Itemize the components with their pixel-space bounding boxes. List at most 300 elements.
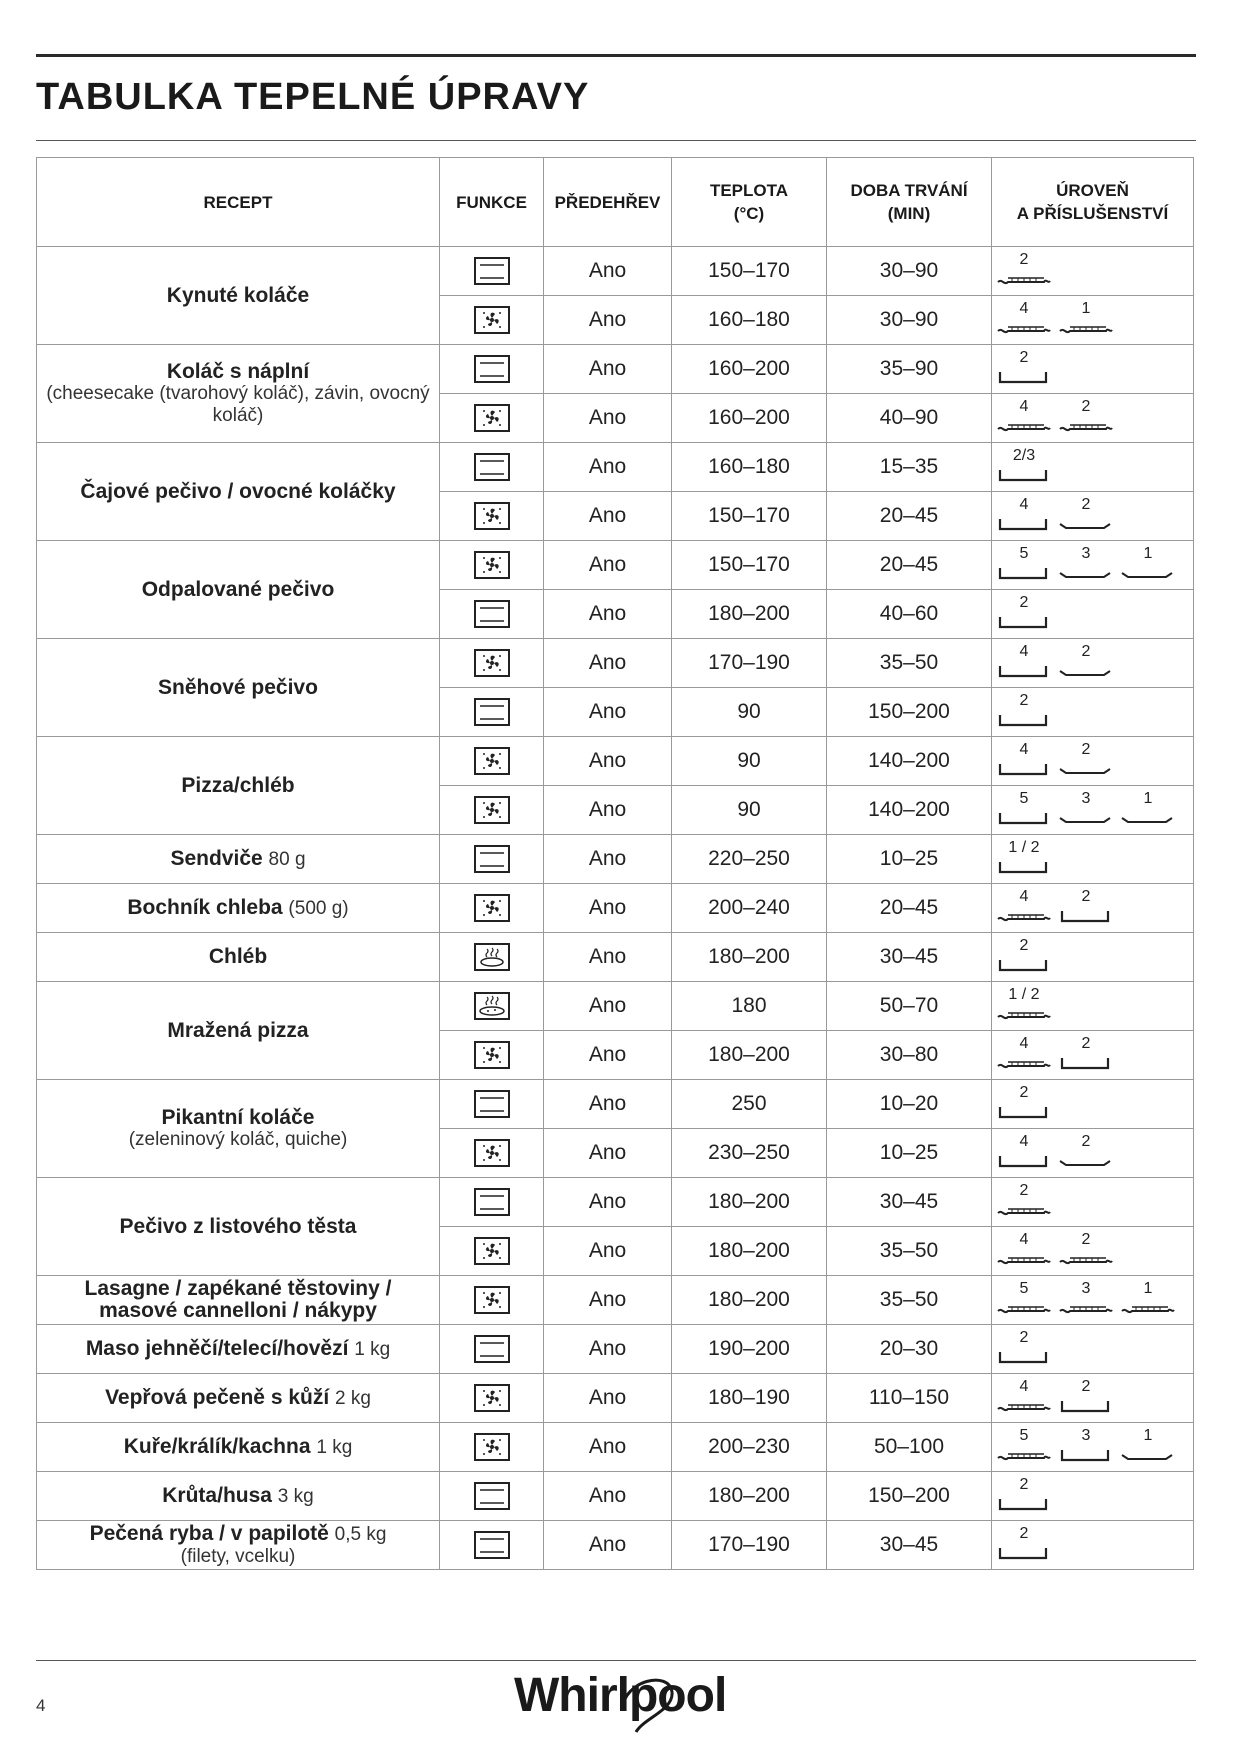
wire-rack-icon <box>996 564 1052 584</box>
level-group <box>992 1178 1193 1226</box>
fan-icon <box>473 795 511 825</box>
title-rule <box>36 140 1196 141</box>
header-duration <box>827 158 992 247</box>
recipe-cell <box>37 1423 440 1472</box>
grill-pan-icon <box>996 1446 1052 1466</box>
level-group <box>992 835 1193 883</box>
temperature-cell: 180–190 <box>672 1374 827 1423</box>
level-group <box>992 1374 1193 1422</box>
brand-wordmark: Whirlpool <box>514 1669 727 1722</box>
duration-cell: 10–20 <box>827 1080 992 1129</box>
recipe-cell <box>37 443 440 541</box>
level-group <box>992 590 1193 638</box>
function-cell <box>440 639 544 688</box>
duration-cell: 150–200 <box>827 1472 992 1521</box>
recipe-name: Krůta/husa <box>162 1483 272 1507</box>
temperature-cell: 180–200 <box>672 933 827 982</box>
page-number: 4 <box>36 1696 46 1715</box>
level-cell <box>992 1374 1194 1423</box>
function-cell <box>440 1227 544 1276</box>
conventional-icon <box>473 354 511 384</box>
level-cell <box>992 1276 1194 1325</box>
table-row <box>37 541 1194 590</box>
level-item <box>1054 1231 1118 1273</box>
level-number: 3 <box>1081 790 1091 807</box>
preheat-cell: Ano <box>544 1423 672 1472</box>
duration-cell: 30–45 <box>827 933 992 982</box>
level-number: 4 <box>1019 888 1029 905</box>
grill-pan-icon <box>1058 1299 1114 1319</box>
temperature-cell: 180–200 <box>672 1227 827 1276</box>
level-cell <box>992 835 1194 884</box>
preheat-cell: Ano <box>544 1227 672 1276</box>
level-item <box>992 545 1056 587</box>
conventional-icon <box>473 599 511 629</box>
recipe-name: Kuře/králík/kachna <box>123 1434 311 1458</box>
preheat-cell: Ano <box>544 884 672 933</box>
preheat-cell: Ano <box>544 296 672 345</box>
level-item <box>1054 1133 1118 1175</box>
temperature-cell: 90 <box>672 786 827 835</box>
duration-cell: 50–70 <box>827 982 992 1031</box>
level-number: 1 <box>1143 545 1153 562</box>
header-level-line1: ÚROVEŇ <box>1056 181 1129 200</box>
function-cell <box>440 1325 544 1374</box>
bread-icon <box>473 942 511 972</box>
recipe-name: Odpalované pečivo <box>141 577 335 601</box>
level-group <box>992 443 1193 491</box>
recipe-cell <box>37 933 440 982</box>
level-item <box>992 300 1056 342</box>
recipe-name: Sendviče <box>170 846 263 870</box>
preheat-cell: Ano <box>544 1178 672 1227</box>
top-rule <box>36 54 1196 57</box>
level-number: 3 <box>1081 1427 1091 1444</box>
level-item <box>992 496 1056 538</box>
level-number: 2 <box>1081 1035 1091 1052</box>
table-row <box>37 1374 1194 1423</box>
fan-icon <box>473 501 511 531</box>
table-row <box>37 247 1194 296</box>
baking-tray-icon <box>1058 564 1114 584</box>
conventional-icon <box>473 1334 511 1364</box>
recipe-weight: 1 kg <box>354 1338 391 1360</box>
recipe-note: (zeleninový koláč, quiche) <box>128 1128 348 1150</box>
level-item <box>992 1231 1056 1273</box>
duration-cell: 10–25 <box>827 835 992 884</box>
duration-cell: 110–150 <box>827 1374 992 1423</box>
whirlpool-logo <box>514 1668 727 1728</box>
fan-icon <box>473 746 511 776</box>
temperature-cell: 170–190 <box>672 639 827 688</box>
level-item <box>1054 643 1118 685</box>
level-number: 2 <box>1081 1378 1091 1395</box>
header-level-line2: A PŘÍSLUŠENSTVÍ <box>1016 204 1169 223</box>
level-number: 1 / 2 <box>1008 986 1040 1003</box>
wire-rack-icon <box>996 760 1052 780</box>
duration-cell: 30–90 <box>827 296 992 345</box>
conventional-icon <box>473 844 511 874</box>
recipe-name: Pizza/chléb <box>181 773 295 797</box>
level-cell <box>992 345 1194 394</box>
wire-rack-icon <box>1058 1397 1114 1417</box>
recipe-name: Chléb <box>208 945 268 968</box>
duration-cell: 35–50 <box>827 639 992 688</box>
grill-pan-icon <box>996 270 1052 290</box>
duration-cell: 10–25 <box>827 1129 992 1178</box>
preheat-cell: Ano <box>544 688 672 737</box>
wire-rack-icon <box>996 515 1052 535</box>
grill-pan-icon <box>996 417 1052 437</box>
temperature-cell: 200–240 <box>672 884 827 933</box>
level-number: 5 <box>1019 1280 1029 1297</box>
level-cell <box>992 1080 1194 1129</box>
level-cell <box>992 1129 1194 1178</box>
level-item <box>992 398 1056 440</box>
level-number: 2 <box>1019 692 1029 709</box>
level-group <box>992 688 1193 736</box>
temperature-cell: 160–180 <box>672 443 827 492</box>
header-temperature-line2: (°C) <box>733 204 765 223</box>
function-cell <box>440 1423 544 1472</box>
header-temperature-line1: TEPLOTA <box>709 181 789 200</box>
level-number: 5 <box>1019 790 1029 807</box>
preheat-cell: Ano <box>544 1080 672 1129</box>
conventional-icon <box>473 452 511 482</box>
level-number: 2 <box>1019 349 1029 366</box>
level-item <box>992 937 1056 979</box>
temperature-cell: 90 <box>672 737 827 786</box>
temperature-cell: 200–230 <box>672 1423 827 1472</box>
level-group <box>992 492 1193 540</box>
level-number: 1 / 2 <box>1008 839 1040 856</box>
level-item <box>992 447 1056 489</box>
level-item <box>1054 300 1118 342</box>
function-cell <box>440 1178 544 1227</box>
wire-rack-icon <box>996 1103 1052 1123</box>
wire-rack-icon <box>996 711 1052 731</box>
level-group <box>992 1472 1193 1520</box>
function-cell <box>440 884 544 933</box>
temperature-cell: 180–200 <box>672 590 827 639</box>
duration-cell: 30–45 <box>827 1178 992 1227</box>
preheat-cell: Ano <box>544 737 672 786</box>
table-row <box>37 982 1194 1031</box>
preheat-cell: Ano <box>544 835 672 884</box>
level-cell <box>992 933 1194 982</box>
level-cell <box>992 1521 1194 1570</box>
recipe-weight: 3 kg <box>277 1485 314 1507</box>
level-number: 2 <box>1081 496 1091 513</box>
baking-tray-icon <box>1058 1152 1114 1172</box>
function-cell <box>440 394 544 443</box>
wire-rack-icon <box>1058 1446 1114 1466</box>
level-item <box>1054 1035 1118 1077</box>
conventional-icon <box>473 1530 511 1560</box>
temperature-cell: 180 <box>672 982 827 1031</box>
wire-rack-icon <box>996 368 1052 388</box>
level-cell <box>992 1423 1194 1472</box>
level-cell <box>992 492 1194 541</box>
table-row <box>37 1423 1194 1472</box>
grill-pan-icon <box>1120 1299 1176 1319</box>
level-number: 2 <box>1019 1329 1029 1346</box>
wire-rack-icon <box>1058 1054 1114 1074</box>
duration-cell: 140–200 <box>827 786 992 835</box>
level-item <box>992 1133 1056 1175</box>
level-cell <box>992 737 1194 786</box>
table-row <box>37 1521 1194 1570</box>
table-row <box>37 835 1194 884</box>
level-item <box>992 1182 1056 1224</box>
preheat-cell: Ano <box>544 345 672 394</box>
level-number: 2 <box>1081 1133 1091 1150</box>
level-item <box>1054 1280 1118 1322</box>
recipe-cell <box>37 247 440 345</box>
table-row <box>37 737 1194 786</box>
grill-pan-icon <box>996 1201 1052 1221</box>
temperature-cell: 90 <box>672 688 827 737</box>
duration-cell: 20–30 <box>827 1325 992 1374</box>
page-title: TABULKA TEPELNÉ ÚPRAVY <box>36 76 590 118</box>
level-number: 2 <box>1019 1525 1029 1542</box>
function-cell <box>440 590 544 639</box>
temperature-cell: 180–200 <box>672 1472 827 1521</box>
level-number: 4 <box>1019 643 1029 660</box>
level-item <box>992 839 1056 881</box>
level-group <box>992 1031 1193 1079</box>
duration-cell: 40–60 <box>827 590 992 639</box>
recipe-name-line: masové cannelloni / nákypy <box>99 1299 377 1322</box>
wire-rack-icon <box>996 662 1052 682</box>
function-cell <box>440 933 544 982</box>
recipe-cell <box>37 737 440 835</box>
recipe-name-line: Lasagne / zapékané těstoviny / <box>84 1277 392 1300</box>
recipe-name: Koláč s náplní <box>166 359 310 383</box>
level-item <box>992 986 1056 1028</box>
function-cell <box>440 835 544 884</box>
level-number: 4 <box>1019 1378 1029 1395</box>
grill-pan-icon <box>996 319 1052 339</box>
preheat-cell: Ano <box>544 492 672 541</box>
recipe-note: (filety, vcelku) <box>180 1545 296 1567</box>
wire-rack-icon <box>996 809 1052 829</box>
level-item <box>1054 1378 1118 1420</box>
level-number: 4 <box>1019 496 1029 513</box>
header-temperature <box>672 158 827 247</box>
table-row <box>37 1472 1194 1521</box>
table-row <box>37 639 1194 688</box>
baking-tray-icon <box>1058 760 1114 780</box>
level-group <box>992 1080 1193 1128</box>
recipe-weight: 2 kg <box>335 1387 371 1409</box>
wire-rack-icon <box>996 613 1052 633</box>
level-item <box>992 643 1056 685</box>
pizza-icon <box>473 991 511 1021</box>
recipe-cell <box>37 1276 440 1325</box>
recipe-name: Sněhové pečivo <box>158 675 318 699</box>
conventional-icon <box>473 1089 511 1119</box>
table-row <box>37 1080 1194 1129</box>
function-cell <box>440 982 544 1031</box>
level-number: 5 <box>1019 545 1029 562</box>
level-item <box>992 888 1056 930</box>
duration-cell: 150–200 <box>827 688 992 737</box>
header-recipe: RECEPT <box>37 158 440 247</box>
fan-icon <box>473 403 511 433</box>
level-group <box>992 933 1193 981</box>
function-cell <box>440 688 544 737</box>
recipe-name: Pečivo z listového těsta <box>119 1214 357 1238</box>
temperature-cell: 150–170 <box>672 247 827 296</box>
function-cell <box>440 345 544 394</box>
function-cell <box>440 296 544 345</box>
recipe-note: (cheesecake (tvarohový koláč), závin, ovocný koláč) <box>46 382 430 426</box>
level-number: 2/3 <box>1012 447 1036 464</box>
level-item <box>1116 790 1180 832</box>
table-row <box>37 345 1194 394</box>
level-number: 1 <box>1143 1427 1153 1444</box>
duration-cell: 30–90 <box>827 247 992 296</box>
level-item <box>1054 496 1118 538</box>
level-cell <box>992 394 1194 443</box>
level-group <box>992 639 1193 687</box>
grill-pan-icon <box>996 1005 1052 1025</box>
function-cell <box>440 1129 544 1178</box>
level-cell <box>992 884 1194 933</box>
level-group <box>992 1227 1193 1275</box>
fan-icon <box>473 893 511 923</box>
level-item <box>992 1280 1056 1322</box>
level-group <box>992 247 1193 295</box>
preheat-cell: Ano <box>544 1276 672 1325</box>
baking-tray-icon <box>1120 809 1176 829</box>
level-group <box>992 1129 1193 1177</box>
recipe-weight: (500 g) <box>288 897 349 919</box>
level-cell <box>992 296 1194 345</box>
function-cell <box>440 443 544 492</box>
fan-icon <box>473 648 511 678</box>
level-number: 5 <box>1019 1427 1029 1444</box>
level-number: 2 <box>1019 251 1029 268</box>
table-header-row <box>37 158 1194 247</box>
fan-icon <box>473 305 511 335</box>
wire-rack-icon <box>1058 907 1114 927</box>
table-row <box>37 1325 1194 1374</box>
level-cell <box>992 541 1194 590</box>
recipe-weight: 0,5 kg <box>334 1523 387 1545</box>
recipe-name: Pikantní koláče <box>161 1105 315 1129</box>
duration-cell: 35–50 <box>827 1227 992 1276</box>
level-group <box>992 1276 1193 1324</box>
temperature-cell: 180–200 <box>672 1178 827 1227</box>
function-cell <box>440 786 544 835</box>
wire-rack-icon <box>996 1152 1052 1172</box>
recipe-name: Vepřová pečeně s kůží <box>105 1385 330 1409</box>
duration-cell: 50–100 <box>827 1423 992 1472</box>
temperature-cell: 250 <box>672 1080 827 1129</box>
logo-swirl-icon <box>614 1670 684 1736</box>
preheat-cell: Ano <box>544 933 672 982</box>
function-cell <box>440 1521 544 1570</box>
level-number: 4 <box>1019 1035 1029 1052</box>
level-item <box>992 1329 1056 1371</box>
level-item <box>1116 1280 1180 1322</box>
level-number: 2 <box>1081 741 1091 758</box>
level-item <box>992 1378 1056 1420</box>
preheat-cell: Ano <box>544 443 672 492</box>
preheat-cell: Ano <box>544 541 672 590</box>
level-number: 4 <box>1019 300 1029 317</box>
preheat-cell: Ano <box>544 786 672 835</box>
preheat-cell: Ano <box>544 394 672 443</box>
level-number: 2 <box>1019 1182 1029 1199</box>
duration-cell: 20–45 <box>827 541 992 590</box>
function-cell <box>440 541 544 590</box>
preheat-cell: Ano <box>544 1031 672 1080</box>
header-preheat: PŘEDEHŘEV <box>544 158 672 247</box>
level-cell <box>992 1325 1194 1374</box>
level-group <box>992 1423 1193 1471</box>
level-cell <box>992 1472 1194 1521</box>
wire-rack-icon <box>996 466 1052 486</box>
grill-pan-icon <box>996 1054 1052 1074</box>
level-cell <box>992 1227 1194 1276</box>
recipe-cell <box>37 345 440 443</box>
level-number: 2 <box>1019 594 1029 611</box>
level-group <box>992 884 1193 932</box>
function-cell <box>440 1080 544 1129</box>
fan-icon <box>473 1285 511 1315</box>
recipe-cell <box>37 1178 440 1276</box>
recipe-cell <box>37 1521 440 1570</box>
level-number: 2 <box>1019 1084 1029 1101</box>
temperature-cell: 160–180 <box>672 296 827 345</box>
temperature-cell: 220–250 <box>672 835 827 884</box>
level-item <box>1116 545 1180 587</box>
wire-rack-icon <box>996 1348 1052 1368</box>
level-number: 4 <box>1019 741 1029 758</box>
level-cell <box>992 590 1194 639</box>
level-item <box>1054 1427 1118 1469</box>
fan-icon <box>473 1383 511 1413</box>
level-item <box>1054 398 1118 440</box>
level-group <box>992 394 1193 442</box>
preheat-cell: Ano <box>544 1129 672 1178</box>
wire-rack-icon <box>996 858 1052 878</box>
recipe-cell <box>37 541 440 639</box>
conventional-icon <box>473 1187 511 1217</box>
baking-tray-icon <box>1120 1446 1176 1466</box>
recipe-cell <box>37 1472 440 1521</box>
recipe-cell <box>37 639 440 737</box>
level-group <box>992 345 1193 393</box>
preheat-cell: Ano <box>544 982 672 1031</box>
recipe-name: Mražená pizza <box>167 1018 309 1042</box>
recipe-weight: 80 g <box>268 848 306 870</box>
duration-cell: 35–50 <box>827 1276 992 1325</box>
level-group <box>992 296 1193 344</box>
recipe-name: Čajové pečivo / ovocné koláčky <box>80 479 396 503</box>
level-number: 4 <box>1019 1133 1029 1150</box>
conventional-icon <box>473 256 511 286</box>
level-item <box>992 741 1056 783</box>
recipe-cell <box>37 1374 440 1423</box>
level-number: 2 <box>1019 937 1029 954</box>
level-number: 1 <box>1081 300 1091 317</box>
baking-tray-icon <box>1058 662 1114 682</box>
level-cell <box>992 1031 1194 1080</box>
